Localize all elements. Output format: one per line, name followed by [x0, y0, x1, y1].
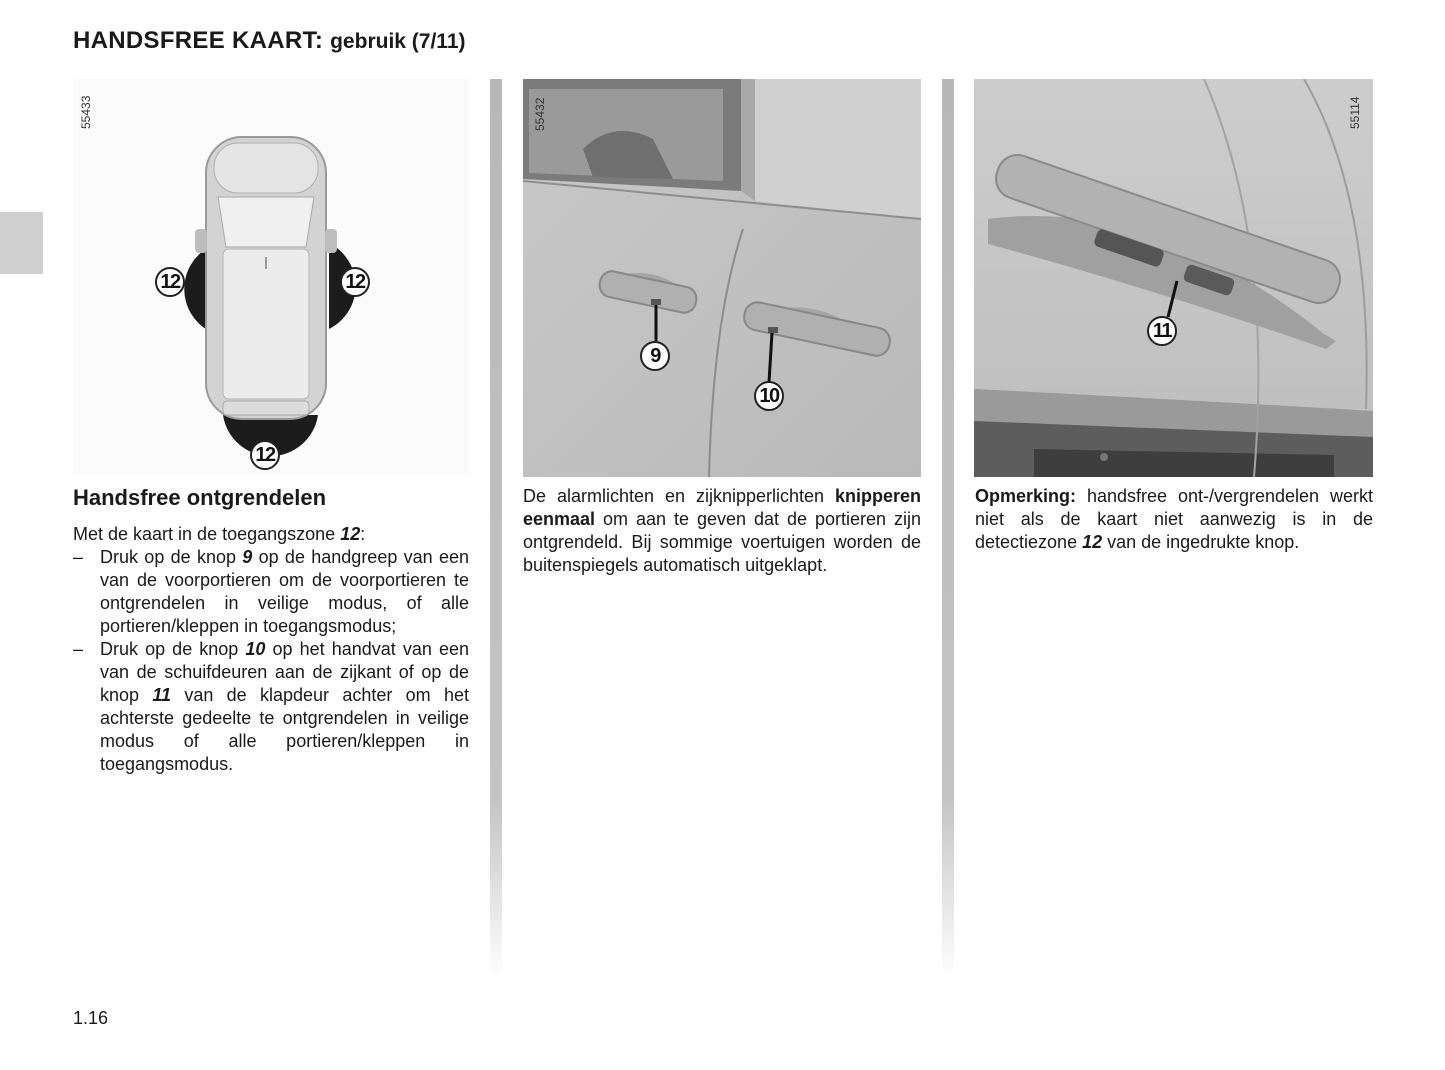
list-item: – Druk op de knop 10 op het handvat van een van de schuifdeuren aan de zijkant of op de knop 11 van de klapdeur achter om het achterste gedeelte te ontgrendelen in veilige modus of alle portieren/kleppen in toegangsmodus. — [73, 639, 469, 774]
zone-reference: 12 — [340, 524, 361, 544]
unlock-instructions — [73, 523, 469, 776]
page-title — [73, 26, 466, 57]
callout-12-rear: 12 — [250, 440, 280, 470]
note-paragraph: Opmerking: handsfree ont-/vergrendelen werkt niet als de kaart niet aanwezig is in de detectiezone 12 van de ingedrukte knop. — [975, 486, 1373, 552]
figure-rear-handle — [974, 79, 1373, 477]
chapter-tab — [0, 212, 43, 274]
callout-12-right: 12 — [340, 267, 370, 297]
callout-10: 10 — [754, 381, 784, 411]
hazard-lights-paragraph: De alarmlichten en zijknipperlichten knipperen eenmaal om aan te geven dat de portieren zijn ontgrendeld. Bij sommige voertuigen worden de buitenspiegels automatisch uitgeklapt. — [523, 486, 921, 575]
callout-12-left: 12 — [155, 267, 185, 297]
callout-9: 9 — [640, 341, 670, 371]
title-main: HANDSFREE KAART: — [73, 27, 324, 54]
page-number: 1.16 — [73, 1008, 109, 1028]
button-reference: 9 — [242, 547, 253, 567]
intro-paragraph: Met de kaart in de toegangszone 12: — [73, 524, 366, 544]
note-label: Opmerking: — [975, 486, 1077, 506]
door-handles-illustration — [523, 79, 921, 477]
figure-number: 55114 — [1348, 96, 1362, 129]
figure-number: 55433 — [79, 95, 93, 129]
button-reference: 10 — [245, 639, 266, 659]
figure-vehicle-top-view — [73, 79, 469, 475]
figure-number: 55432 — [533, 97, 547, 131]
rear-handle-illustration — [974, 79, 1373, 477]
figure-door-handles — [523, 79, 921, 477]
zone-reference: 12 — [1082, 532, 1103, 552]
column-divider-left — [490, 79, 502, 979]
vehicle-top-view-illustration — [73, 79, 469, 475]
title-subtitle: gebruik (7/11) — [330, 30, 466, 53]
column-divider-right — [942, 79, 954, 979]
list-item: – Druk op de knop 9 op de handgreep van een van de voorportieren om de voorportieren te ontgrendelen in veilige modus, of alle portieren/kleppen in toegangsmodus; — [73, 547, 469, 636]
button-reference: 11 — [152, 685, 172, 705]
emphasis-text: knipperen eenmaal — [523, 486, 921, 529]
section-heading: Handsfree ontgrendelen — [73, 485, 327, 510]
callout-11: 11 — [1147, 316, 1177, 346]
